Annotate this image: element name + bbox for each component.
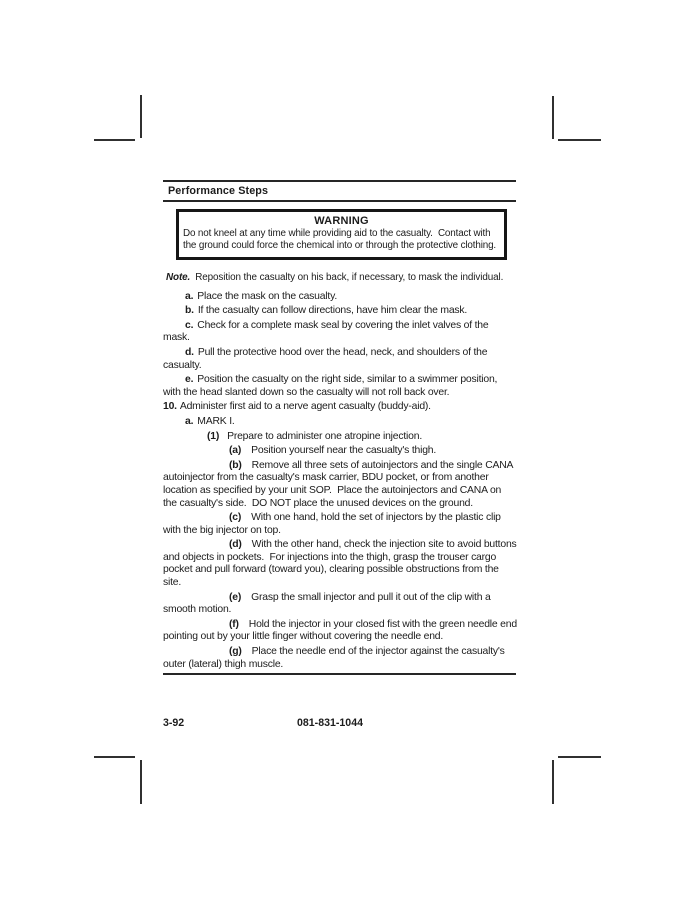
- step-text: With one hand, hold the set of injectors by the plastic clip with the big injector on top.: [163, 512, 504, 536]
- step-label: (e): [229, 591, 242, 603]
- step-label: b.: [185, 305, 194, 317]
- header-top-rule: [163, 180, 516, 182]
- step-text: Check for a complete mask seal by covering the inlet valves of the mask.: [163, 319, 492, 344]
- crop-mark-bottom-right-horizontal: [558, 756, 601, 758]
- step-label: (b): [229, 459, 242, 471]
- step-text: Pull the protective hood over the head, neck, and shoulders of the casualty.: [163, 346, 491, 371]
- step-label: d.: [185, 346, 194, 358]
- step-text: Place the mask on the casualty.: [197, 290, 338, 302]
- step-text: Position yourself near the casualty's thigh.: [251, 445, 437, 457]
- step-paragraph-a: [163, 291, 517, 304]
- crop-mark-bottom-right-vertical: [552, 760, 554, 804]
- step-text: If the casualty can follow directions, have him clear the mask.: [197, 305, 468, 317]
- warning-title: WARNING: [314, 215, 369, 227]
- step-label: e.: [185, 374, 194, 386]
- header-bottom-rule: [163, 200, 516, 202]
- step-text: Hold the injector in your closed fist with the green needle end pointing out by your little finger without covering the needle end.: [163, 618, 520, 643]
- crop-mark-top-right-horizontal: [558, 139, 601, 141]
- note-text: Reposition the casualty on his back, if necessary, to mask the individual.: [195, 272, 504, 283]
- performance-steps-heading: Performance Steps: [168, 185, 269, 197]
- step-label: 10.: [163, 401, 177, 413]
- step-label: (f): [229, 618, 239, 630]
- step-text: Position the casualty on the right side, similar to a swimmer position, with the head slanted down so the casualty will not roll back over.: [163, 374, 500, 398]
- step-paragraph-b: [163, 305, 517, 318]
- step-label: a.: [185, 290, 194, 302]
- step-paragraph-10a: [163, 416, 517, 429]
- step-label: a.: [185, 415, 194, 427]
- crop-mark-bottom-left-horizontal: [94, 756, 135, 758]
- note-paragraph: [163, 272, 517, 285]
- crop-mark-top-left-horizontal: [94, 139, 135, 141]
- footer-task-number: 081-831-1044: [297, 717, 363, 729]
- crop-mark-top-right-vertical: [552, 96, 554, 139]
- step-label: (g): [229, 646, 242, 658]
- step-paragraph-10a1d: [163, 539, 520, 589]
- step-text: MARK I.: [197, 415, 235, 427]
- step-paragraph-10a1b: [163, 460, 517, 510]
- step-paragraph-10a1: [163, 431, 517, 444]
- step-label: c.: [185, 319, 194, 331]
- note-label: Note.: [166, 272, 191, 283]
- step-paragraph-d: [163, 347, 517, 372]
- crop-mark-bottom-left-vertical: [140, 760, 142, 804]
- step-paragraph-10a1g: [163, 646, 517, 671]
- step-text: Prepare to administer one atropine injection.: [227, 430, 423, 442]
- warning-body-text: Do not kneel at any time while providing aid to the casualty. Contact with the ground could force the chemical into or through the protective clothing.: [183, 228, 497, 252]
- step-paragraph-10: [163, 401, 517, 414]
- crop-mark-top-left-vertical: [140, 95, 142, 138]
- step-paragraph-10a1f: [163, 618, 520, 644]
- step-label: (c): [229, 512, 242, 524]
- step-label: (1): [207, 430, 220, 442]
- step-label: (a): [229, 445, 242, 457]
- step-paragraph-10a1a: [163, 445, 517, 458]
- performance-steps-body: [163, 272, 520, 675]
- step-paragraph-10a1c: [163, 512, 517, 537]
- step-text: Administer first aid to a nerve agent casualty (buddy-aid).: [179, 401, 431, 413]
- step-text: Place the needle end of the injector against the casualty's outer (lateral) thigh muscle.: [163, 646, 508, 670]
- step-text: With the other hand, check the injection site to avoid buttons and objects in pockets. For injections into the thigh, grasp the trouser cargo pocket and pull forward (toward you), clearing possible obstructions from the site.: [163, 539, 520, 589]
- step-paragraph-c: [163, 320, 517, 345]
- content-bottom-rule: [163, 673, 516, 675]
- step-paragraph-10a1e: [163, 592, 517, 617]
- step-text: Remove all three sets of autoinjectors and the single CANA autoinjector from the casualty's mask carrier, BDU pocket, or from another location as specified by your unit SOP. Place the autoinjectors and CANA on the casualty's side. DO NOT place the unused devices on the ground.: [163, 459, 516, 509]
- footer-page-number: 3-92: [163, 717, 185, 729]
- step-paragraph-e: [163, 374, 517, 399]
- warning-box: [176, 209, 507, 260]
- step-text: Grasp the small injector and pull it out of the clip with a smooth motion.: [163, 591, 494, 616]
- step-label: (d): [229, 539, 242, 551]
